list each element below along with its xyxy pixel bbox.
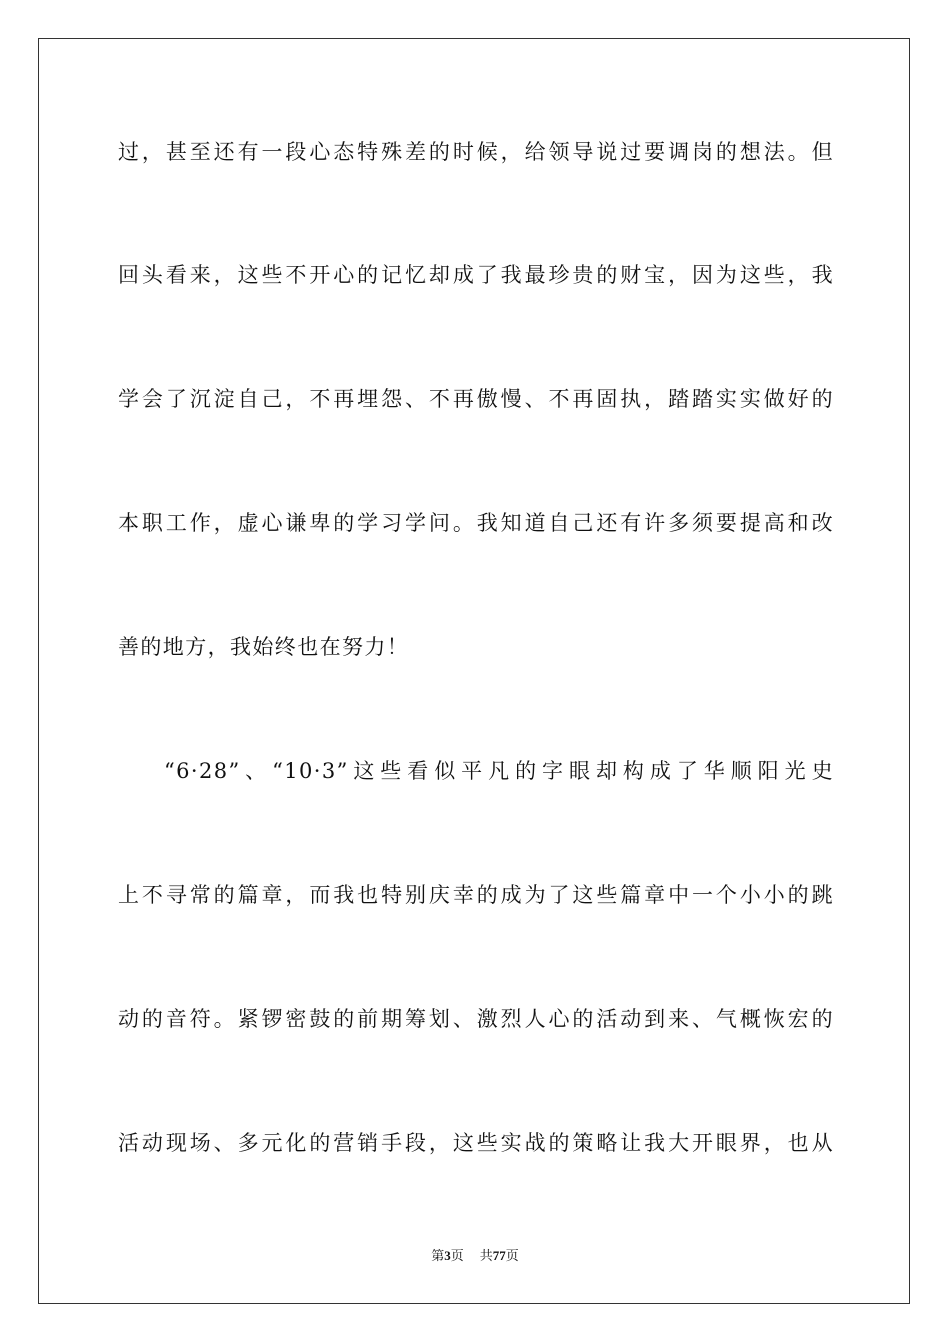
total-pages: 77 xyxy=(492,1248,506,1263)
text-line-6-paragraph-start: “6·28”、“10·3”这些看似平凡的字眼却构成了华顺阳光史 xyxy=(164,759,834,783)
text-line-8: 动的音符。紧锣密鼓的前期筹划、激烈人心的活动到来、气概恢宏的 xyxy=(118,1007,834,1031)
page-number: 3 xyxy=(444,1248,451,1263)
page-footer xyxy=(0,1247,950,1266)
total-suffix: 页 xyxy=(505,1249,519,1264)
page-suffix: 页 xyxy=(450,1249,464,1264)
total-prefix: 共 xyxy=(479,1249,493,1264)
text-line-2: 回头看来，这些不开心的记忆却成了我最珍贵的财宝，因为这些，我 xyxy=(118,263,834,287)
text-line-1: 过，甚至还有一段心态特殊差的时候，给领导说过要调岗的想法。但 xyxy=(118,140,834,164)
page-border xyxy=(38,38,910,1304)
page-prefix: 第 xyxy=(431,1249,445,1264)
text-line-4: 本职工作，虚心谦卑的学习学问。我知道自己还有许多须要提高和改 xyxy=(118,511,834,535)
text-line-3: 学会了沉淀自己，不再埋怨、不再傲慢、不再固执，踏踏实实做好的 xyxy=(118,387,834,411)
text-line-9: 活动现场、多元化的营销手段，这些实战的策略让我大开眼界，也从 xyxy=(118,1131,834,1155)
text-line-5: 善的地方，我始终也在努力！ xyxy=(118,635,410,659)
text-line-7: 上不寻常的篇章，而我也特别庆幸的成为了这些篇章中一个小小的跳 xyxy=(118,883,834,907)
